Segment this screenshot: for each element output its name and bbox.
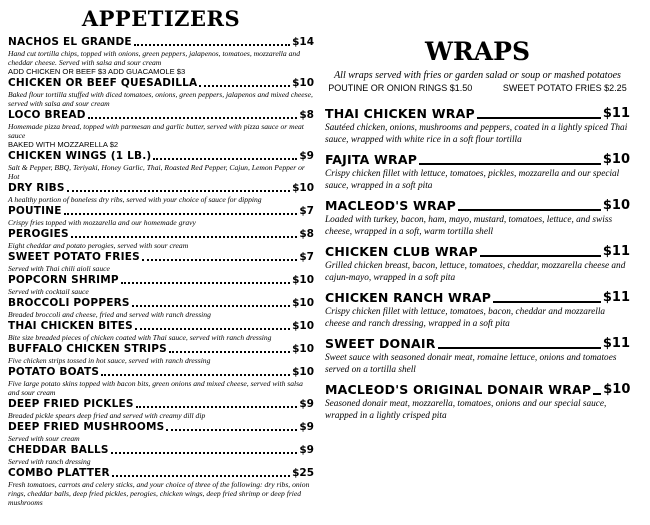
dot-leader (71, 236, 298, 238)
menu-item-price: $7 (299, 205, 314, 217)
menu-item-row (8, 421, 314, 434)
menu-item-description: Sautéed chicken, onions, mushrooms and peppers, coated in a lightly spiced Thai sauce, wrapped with white rice in a soft flour tortilla (325, 123, 628, 145)
menu-item-name: SWEET POTATO FRIES (8, 251, 140, 263)
menu-item-row (8, 77, 314, 90)
menu-item-row (325, 290, 630, 306)
wraps-extra-poutine: POUTINE OR ONION RINGS $1.50 (328, 83, 473, 93)
menu-item (8, 77, 314, 108)
menu-item-addon: ADD CHICKEN OR BEEF $3 ADD GUACAMOLE $3 (8, 67, 186, 76)
menu-item-row (325, 152, 630, 168)
menu-item-description: Eight cheddar and potato perogies, served with sour cream (8, 241, 189, 250)
menu-item-row (8, 205, 314, 218)
menu-item-description: Breaded pickle spears deep fried and served with creamy dill dip (8, 411, 206, 420)
menu-item-description: Crispy chicken fillet with lettuce, tomatoes, bacon, cheddar and mozzarella cheese and ranch dressing, wrapped in a soft pita (325, 307, 606, 329)
appetizers-list (8, 36, 314, 507)
wraps-section (325, 38, 630, 428)
menu-item-description: A healthy portion of boneless dry ribs, served with your choice of sauce for dipping (8, 195, 262, 204)
menu-item-row (8, 150, 314, 163)
menu-item-name: POPCORN SHRIMP (8, 274, 119, 286)
menu-item-name: DRY RIBS (8, 182, 65, 194)
menu-item-price: $25 (292, 467, 314, 479)
menu-item-price: $10 (292, 343, 314, 355)
menu-item-price: $9 (299, 421, 314, 433)
menu-item-row (325, 382, 630, 398)
menu-item-name: PEROGIES (8, 228, 69, 240)
wraps-intro: All wraps served with fries or garden salad or soup or mashed potatoes (334, 70, 621, 81)
menu-item-name: DEEP FRIED MUSHROOMS (8, 421, 165, 433)
menu-item (8, 205, 314, 227)
menu-item-row (8, 320, 314, 333)
menu-item-description: Sweet sauce with seasoned donair meat, romaine lettuce, onions and tomatoes served on a tortilla shell (325, 353, 617, 375)
dot-leader (132, 305, 290, 307)
dot-leader (458, 209, 601, 211)
menu-item-row (8, 297, 314, 310)
dot-leader (142, 259, 298, 261)
menu-item-row (325, 106, 630, 122)
menu-item (8, 320, 314, 342)
menu-item-price: $10 (292, 77, 314, 89)
menu-item-description: Homemade pizza bread, topped with parmesan and garlic butter, served with pizza sauce or meat sauce (8, 122, 304, 140)
menu-item-name: LOCO BREAD (8, 109, 86, 121)
dot-leader (593, 393, 601, 395)
wraps-intro-extras (325, 82, 630, 94)
dot-leader (477, 117, 601, 119)
menu-item-price: $10 (292, 320, 314, 332)
dot-leader (134, 44, 290, 46)
wraps-extra-sweet-potato: SWEET POTATO FRIES $2.25 (502, 83, 627, 93)
menu-item-row (8, 36, 314, 49)
menu-item (8, 150, 314, 181)
menu-item-description: Seasoned donair meat, mozzarella, tomatoes, onions and our special sauce, wrapped in a lightly crisped pita (325, 399, 607, 421)
menu-item-row (8, 251, 314, 264)
menu-item (325, 382, 630, 422)
menu-item (8, 467, 314, 507)
menu-item-name: CHICKEN WINGS (1 LB.) (8, 150, 152, 162)
menu-item (8, 398, 314, 420)
menu-item-description: Crispy chicken fillet with lettuce, tomatoes, pickles, mozzarella and our special sauce, wrapped in a soft pita (325, 169, 620, 191)
dot-leader (480, 255, 601, 257)
menu-item-description: Crispy fries topped with mozzarella and our homemade gravy (8, 218, 196, 227)
menu-item (325, 198, 630, 238)
dot-leader (111, 452, 298, 454)
dot-leader (67, 190, 290, 192)
menu-item-name: THAI CHICKEN BITES (8, 320, 133, 332)
menu-item-description: Served with ranch dressing (8, 457, 91, 466)
menu-item-description: Hand cut tortilla chips, topped with onions, green peppers, jalapenos, tomatoes, mozzarella and cheddar cheese. Served with salsa and sour cream (8, 49, 300, 67)
menu-item-row (325, 336, 630, 352)
menu-item (325, 290, 630, 330)
menu-item-name: MACLEOD'S WRAP (325, 198, 457, 213)
menu-item-price: $7 (299, 251, 314, 263)
menu-item-description: Five large potato skins topped with bacon bits, green onions and mixed cheese, served with salsa and sour cream (8, 379, 303, 397)
menu-item-name: CHICKEN OR BEEF QUESADILLA (8, 77, 198, 89)
menu-item-price: $9 (299, 444, 314, 456)
menu-item (325, 336, 630, 376)
menu-item (8, 366, 314, 397)
dot-leader (121, 282, 290, 284)
wraps-list (325, 106, 630, 422)
menu-item-row (325, 244, 630, 260)
menu-item-price: $10 (292, 366, 314, 378)
menu-item-name: SWEET DONAIR (325, 336, 436, 351)
menu-item-price: $9 (299, 150, 314, 162)
menu-item-description: Served with sour cream (8, 434, 80, 443)
menu-item-name: CHEDDAR BALLS (8, 444, 109, 456)
menu-item-name: CHICKEN RANCH WRAP (325, 290, 492, 305)
menu-item-description: Salt & Pepper, BBQ, Teriyaki, Honey Garlic, Thai, Roasted Red Pepper, Cajun, Lemon Pepper or Hot (8, 163, 305, 181)
menu-item-row (8, 228, 314, 241)
menu-item-row (8, 274, 314, 287)
dot-leader (166, 429, 297, 431)
menu-item-price: $10 (292, 297, 314, 309)
menu-item-name: BROCCOLI POPPERS (8, 297, 130, 309)
dot-leader (64, 213, 298, 215)
menu-item-price: $10 (292, 182, 314, 194)
menu-item-description: Loaded with turkey, bacon, ham, mayo, mustard, tomatoes, lettuce, and swiss cheese, wrapped in a soft, warm tortilla shell (325, 215, 613, 237)
dot-leader (136, 406, 298, 408)
dot-leader (438, 347, 601, 349)
menu-item (8, 109, 314, 149)
menu-item (8, 251, 314, 273)
menu-item-price: $14 (292, 36, 314, 48)
dot-leader (419, 163, 601, 165)
menu-item-description: Five chicken strips tossed in hot sauce, served with ranch dressing (8, 356, 211, 365)
menu-item-price: $10 (602, 198, 630, 213)
wraps-title: WRAPS (424, 37, 531, 66)
menu-item (325, 106, 630, 146)
menu-item-price: $9 (299, 398, 314, 410)
menu-item-name: CHICKEN CLUB WRAP (325, 244, 478, 259)
menu-item-row (8, 182, 314, 195)
menu-item-name: DEEP FRIED PICKLES (8, 398, 134, 410)
dot-leader (493, 301, 601, 303)
menu-item-price: $11 (602, 106, 630, 121)
menu-item-price: $10 (603, 382, 631, 397)
menu-item-price: $10 (292, 274, 314, 286)
menu-item-name: BUFFALO CHICKEN STRIPS (8, 343, 167, 355)
menu-item-name: FAJITA WRAP (325, 152, 418, 167)
appetizers-title: APPETIZERS (81, 6, 241, 31)
menu-item-name: COMBO PLATTER (8, 467, 110, 479)
menu-item-row (8, 467, 314, 480)
menu-item-description: Served with cocktail sauce (8, 287, 89, 296)
menu-item (8, 297, 314, 319)
menu-item-price: $11 (602, 336, 630, 351)
menu-item-description: Fresh tomatoes, carrots and celery sticks, and your choice of three of the following: dry ribs, onion rings, cheddar balls, deep fried pickles, perogies, chicken wings, deep fried shrimp or deep fried mushrooms (8, 480, 310, 507)
dot-leader (199, 85, 290, 87)
menu-item-description: Bite size breaded pieces of chicken coated with Thai sauce, served with ranch dressing (8, 333, 272, 342)
menu-item-name: THAI CHICKEN WRAP (325, 106, 475, 121)
dot-leader (88, 117, 298, 119)
dot-leader (135, 328, 290, 330)
menu-item-description: Grilled chicken breast, bacon, lettuce, tomatoes, cheddar, mozzarella cheese and cajun-mayo, wrapped in a soft pita (325, 261, 626, 283)
menu-item-price: $8 (299, 109, 314, 121)
menu-item-row (8, 398, 314, 411)
menu-item (325, 244, 630, 284)
dot-leader (101, 374, 290, 376)
menu-item-row (8, 109, 314, 122)
menu-item-price: $8 (299, 228, 314, 240)
menu-item-price: $11 (602, 244, 630, 259)
menu-item-row (8, 366, 314, 379)
appetizers-section (8, 8, 314, 508)
menu-item-description: Served with Thai chili aioli sauce (8, 264, 110, 273)
menu-item-description: Breaded broccoli and cheese, fried and served with ranch dressing (8, 310, 211, 319)
menu-item (8, 444, 314, 466)
menu-item-row (325, 198, 630, 214)
dot-leader (112, 475, 290, 477)
menu-item-price: $10 (602, 152, 630, 167)
menu-item-name: NACHOS EL GRANDE (8, 36, 132, 48)
menu-item-row (8, 444, 314, 457)
menu-item (325, 152, 630, 192)
dot-leader (169, 351, 290, 353)
menu-item-name: POUTINE (8, 205, 62, 217)
menu-item (8, 36, 314, 76)
menu-item (8, 182, 314, 204)
menu-item (8, 228, 314, 250)
menu-item-addon: BAKED WITH MOZZARELLA $2 (8, 140, 119, 149)
menu-item-price: $11 (602, 290, 630, 305)
menu-item (8, 343, 314, 365)
menu-item-name: MACLEOD'S ORIGINAL DONAIR WRAP (325, 382, 592, 397)
menu-item (8, 274, 314, 296)
menu-item-name: POTATO BOATS (8, 366, 100, 378)
dot-leader (153, 158, 297, 160)
menu-item-row (8, 343, 314, 356)
menu-item-description: Baked flour tortilla stuffed with diced tomatoes, onions, green peppers, jalapenos and mixed cheese, served with salsa and sour cream (8, 90, 313, 108)
menu-item (8, 421, 314, 443)
